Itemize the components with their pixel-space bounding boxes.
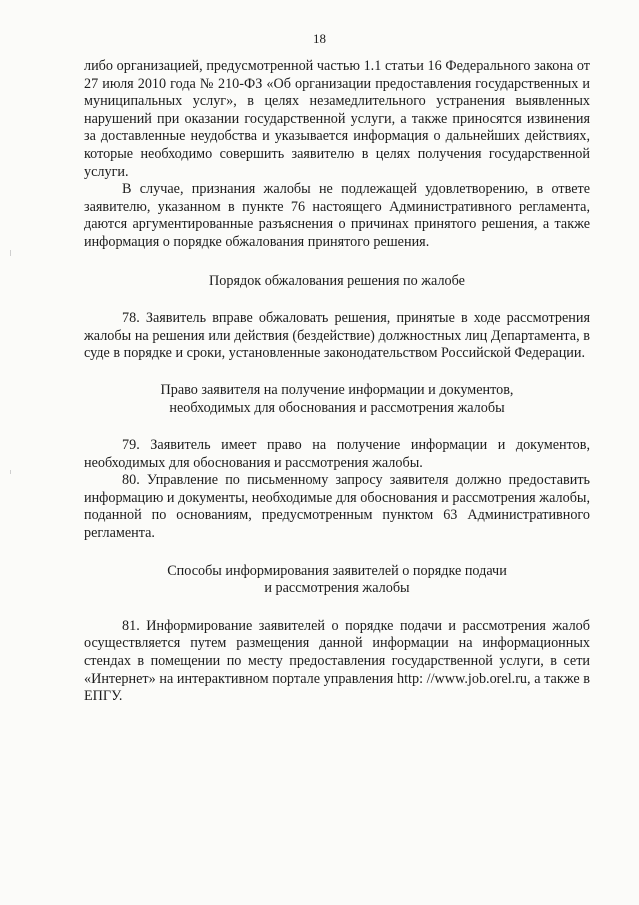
heading-informing-methods: [84, 563, 590, 598]
paragraph-79: 79. Заявитель имеет право на получение информации и документов, необходимых для обоснования и рассмотрения жалобы.: [84, 437, 590, 471]
scan-edge-mark: [10, 250, 11, 256]
paragraph-81: 81. Информирование заявителей о порядке подачи и рассмотрения жалоб осуществляется путем размещения данной информации на информационных стендах в помещении по месту предоставления государственной услуги, в сети «Интернет» на интерактивном портале управления http: //www.job.orel.ru, а также в ЕПГУ.: [84, 617, 590, 705]
heading-appeal-procedure: [84, 273, 590, 291]
paragraph-78: 78. Заявитель вправе обжаловать решения, принятые в ходе рассмотрения жалобы на решения или действия (бездействие) должностных лиц Департамента, в суде в порядке и сроки, установленные законодательством Российской Федерации.: [84, 310, 590, 362]
document-body: [84, 58, 590, 706]
heading-line: необходимых для обоснования и рассмотрения жалобы: [169, 399, 505, 416]
heading-line: Способы информирования заявителей о порядке подачи: [167, 562, 507, 579]
page-number: 18: [313, 31, 326, 46]
scan-edge-mark: [10, 470, 11, 474]
paragraph-rejection: В случае, признания жалобы не подлежащей удовлетворению, в ответе заявителю, указанном в пункте 76 настоящего Административного регламента, даются аргументированные разъяснения о причинах принятого решения, а также информация о порядке обжалования принятого решения.: [84, 181, 590, 250]
heading-applicant-right: [84, 382, 590, 417]
heading-line: Порядок обжалования решения по жалобе: [209, 272, 465, 289]
paragraph-80: 80. Управление по письменному запросу заявителя должно предоставить информацию и документы, необходимые для обоснования и рассмотрения жалобы, поданной по основаниям, предусмотренным пунктом 63 Административного регламента.: [84, 472, 590, 542]
heading-line: и рассмотрения жалобы: [264, 580, 410, 597]
heading-line: Право заявителя на получение информации и документов,: [160, 381, 514, 398]
paragraph-continuation: либо организацией, предусмотренной частью 1.1 статьи 16 Федерального закона от 27 июля 2010 года № 210-ФЗ «Об организации предоставления государственных и муниципальных услуг», в целях незамедлительного устранения выявленных нарушений при оказании государственной услуги, а также приносятся извинения за доставленные неудобства и указывается информация о дальнейших действиях, которые необходимо совершить заявителю в целях получения государственной услуги.: [84, 58, 590, 180]
